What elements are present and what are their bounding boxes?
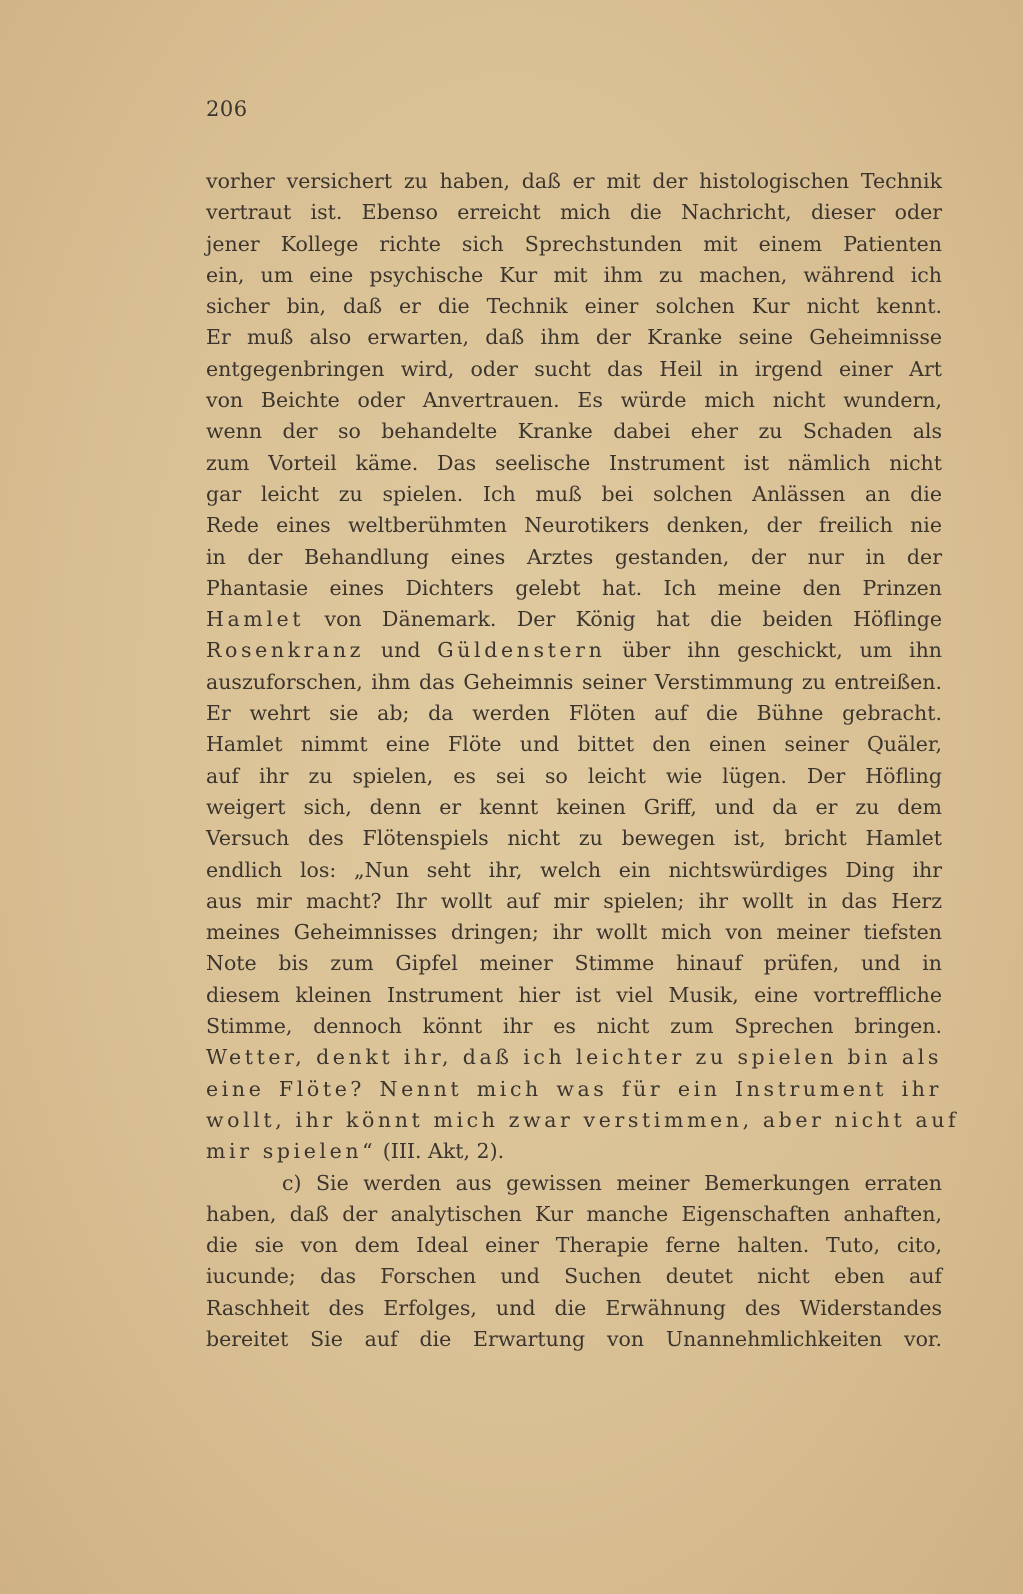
text-line	[206, 1136, 942, 1167]
text-line	[206, 855, 942, 886]
text-line	[206, 761, 942, 792]
text-segment: endlich los: „Nun seht ihr, welch ein nichtswürdiges Ding ihr	[206, 857, 942, 882]
text-segment: jener Kollege richte sich Sprechstunden mit einem Patienten	[206, 231, 942, 256]
text-line	[206, 510, 942, 541]
text-segment: von Beichte oder Anvertrauen. Es würde mich nicht wundern,	[206, 388, 942, 413]
text-line	[206, 573, 942, 604]
text-segment: (III. Akt, 2).	[376, 1139, 505, 1164]
spaced-emphasis-text: Wetter, denkt ihr, daß ich leichter zu spielen bin als	[206, 1045, 942, 1070]
text-segment: Note bis zum Gipfel meiner Stimme hinauf prüfen, und in	[206, 951, 942, 976]
text-segment: zum Vorteil käme. Das seelische Instrument ist nämlich nicht	[206, 450, 942, 475]
text-line	[206, 635, 942, 666]
text-segment: Rede eines weltberühmten Neurotikers denken, der freilich nie	[206, 513, 942, 538]
text-line	[206, 479, 942, 510]
text-segment: auszuforschen, ihm das Geheimnis seiner Verstimmung zu entreißen.	[206, 669, 942, 694]
text-segment: die sie von dem Ideal einer Therapie ferne halten. Tuto, cito,	[206, 1233, 942, 1258]
text-line	[206, 698, 942, 729]
text-line	[206, 354, 942, 385]
text-segment: auf ihr zu spielen, es sei so leicht wie lügen. Der Höfling	[206, 763, 942, 788]
text-segment: iucunde; das Forschen und Suchen deutet nicht eben auf	[206, 1264, 942, 1289]
spaced-emphasis-text: eine Flöte? Nennt mich was für ein Instrument ihr	[206, 1076, 942, 1101]
text-line	[206, 1011, 942, 1042]
text-line	[206, 291, 942, 322]
text-segment: von Dänemark. Der König hat die beiden Höflinge	[304, 607, 942, 632]
text-segment: über ihn geschickt, um ihn	[605, 638, 943, 663]
text-segment: aus mir macht? Ihr wollt auf mir spielen; ihr wollt in das Herz	[206, 888, 942, 913]
text-segment: meines Geheimnisses dringen; ihr wollt mich von meiner tiefsten	[206, 920, 942, 945]
text-segment: diesem kleinen Instrument hier ist viel Musik, eine vortreffliche	[206, 982, 942, 1007]
text-segment: vertraut ist. Ebenso erreicht mich die Nachricht, dieser oder	[206, 200, 942, 225]
text-segment: in der Behandlung eines Arztes gestanden, der nur in der	[206, 544, 942, 569]
text-segment: und	[364, 638, 438, 663]
text-line	[206, 166, 942, 197]
text-line	[206, 1230, 942, 1261]
text-line	[206, 448, 942, 479]
spaced-emphasis-text: mir spielen“	[206, 1139, 377, 1164]
text-line	[206, 260, 942, 291]
text-segment: Phantasie eines Dichters gelebt hat. Ich meine den Prinzen	[206, 575, 942, 600]
text-segment: Raschheit des Erfolges, und die Erwähnung des Widerstandes	[206, 1295, 942, 1320]
text-line	[206, 1324, 942, 1355]
spaced-emphasis-text: Hamlet	[206, 607, 305, 632]
text-segment: Hamlet nimmt eine Flöte und bittet den einen seiner Quäler,	[206, 732, 942, 757]
text-segment: c) Sie werden aus gewissen meiner Bemerkungen erraten	[282, 1170, 942, 1195]
text-line	[206, 917, 942, 948]
text-segment: vorher versichert zu haben, daß er mit der histologischen Technik	[206, 169, 942, 193]
text-segment: gar leicht zu spielen. Ich muß bei solchen Anlässen an die	[206, 481, 942, 506]
text-line	[206, 823, 942, 854]
text-line	[206, 322, 942, 353]
text-line	[206, 1168, 942, 1199]
text-segment: Er muß also erwarten, daß ihm der Kranke seine Geheimnisse	[206, 325, 942, 350]
text-segment: Stimme, dennoch könnt ihr es nicht zum Sprechen bringen.	[206, 1014, 942, 1039]
spaced-emphasis-text: Rosenkranz	[206, 638, 365, 663]
text-segment: weigert sich, denn er kennt keinen Griff, und da er zu dem	[206, 794, 942, 819]
text-line	[206, 542, 942, 573]
text-line	[206, 229, 942, 260]
text-line	[206, 197, 942, 228]
text-line	[206, 948, 942, 979]
text-line	[206, 1199, 942, 1230]
text-segment: entgegenbringen wird, oder sucht das Heil in irgend einer Art	[206, 356, 942, 381]
text-line	[206, 1261, 942, 1292]
text-line	[206, 1105, 960, 1136]
text-segment: Er wehrt sie ab; da werden Flöten auf die Bühne gebracht.	[206, 701, 942, 726]
text-line	[206, 1293, 942, 1324]
body-text	[206, 166, 960, 1355]
text-line	[206, 385, 942, 416]
spaced-emphasis-text: Güldenstern	[437, 638, 606, 663]
text-segment: haben, daß der analytischen Kur manche Eigenschaften anhaften,	[206, 1201, 942, 1226]
text-line	[206, 886, 942, 917]
text-segment: bereitet Sie auf die Erwartung von Unannehmlichkeiten vor.	[206, 1326, 942, 1351]
text-segment: ein, um eine psychische Kur mit ihm zu machen, während ich	[206, 262, 942, 287]
text-line	[206, 980, 942, 1011]
text-segment: Versuch des Flötenspiels nicht zu bewegen ist, bricht Hamlet	[206, 826, 942, 851]
page-number: 206	[206, 97, 248, 121]
text-segment: wenn der so behandelte Kranke dabei eher zu Schaden als	[206, 419, 942, 444]
text-line	[206, 604, 942, 635]
text-line	[206, 1042, 942, 1073]
text-line	[206, 729, 942, 760]
spaced-emphasis-text: wollt, ihr könnt mich zwar verstimmen, aber nicht auf	[206, 1107, 960, 1132]
text-segment: sicher bin, daß er die Technik einer solchen Kur nicht kennt.	[206, 294, 942, 319]
text-line	[206, 667, 942, 698]
text-line	[206, 1074, 942, 1105]
text-line	[206, 416, 942, 447]
text-line	[206, 792, 942, 823]
